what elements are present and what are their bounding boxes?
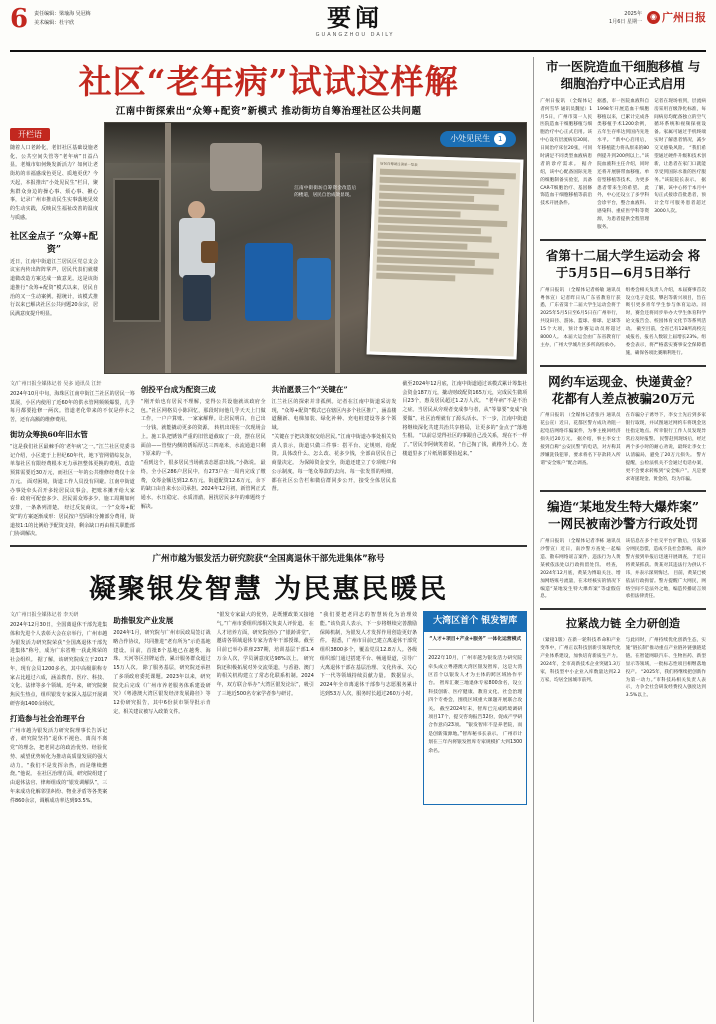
left-section [10, 57, 527, 1022]
right-article-3-columns [540, 412, 706, 483]
paper-name: 广州日报 [662, 11, 706, 24]
sidebox-text: 2022年10月，广州市越为银发活力研究院牵头成立粤港澳大湾区银发智库，这是大湾区首个以银发人才为主体的跨区域协作平台。 智库汇聚三地退休专家800余名，设立科技创新、医疗健康、教育文化、社会治理四个专委会，围绕区域重大课题开展联合攻关。 截至2024年末，智库已完成跨境调研项目17个，提交咨询报告32份，促成产学研合作意向23项。 “银发智库不是养老院，而是创新策源地。”智库秘书长表示。 广州市计划在三年内将银发智库专家规模扩大到1300余名。 [428, 656, 523, 754]
lead-col3-text: “关键在于把决策权交给居民。”江南中街道办事处相关负责人表示，街道只做三件事：搭平台、定规则、给配资。具体改什么、怎么改、花多少钱，全部由居民自己商量决定。 为保障资金安全，街道还建立了专项账户和公示制度。每一笔众筹款的去向、每一张发票的明细，都在社区公告栏和微信群同步公开，接受全体居民监督。 [271, 433, 397, 493]
package2-kicker: 广州市越为银发活力研究院获“全国离退休干部先进集体”称号 [152, 554, 385, 565]
photo-person-legs [183, 275, 211, 321]
package2-col4-text: “我们要把老同志的智慧转化为治理效能。”该负责人表示，下一步将继续完善激励保障机制，为银发人才发挥作用创造更好条件。 据悉，广州市目前已建立离退休干部党组织3800多个，覆盖党员12.8万人。各级组织部门通过搭建平台、畅通渠道，引导广大离退休干部在基层治理、文化传承、关心下一代等领域持续贡献力量。 数据显示，2024年全市离退休干部参与志愿服务累计达到53万人次，服务时长超过260万小时。 [319, 612, 418, 697]
right-section [533, 57, 706, 1022]
lead-headline: 社区“老年病”试试这样解 [78, 62, 459, 101]
series-badge-label: 小处见民生 [450, 134, 491, 144]
section-divider [10, 545, 527, 547]
right-article-2-col-2: 组委会相关负责人介绍，本届赛事首次设立电子竞技、攀岩等新兴项目，旨在吸引更多青年学生参与体育运动。同时，赛会还将同步举办大学生体育科学论文报告会、校园体育文化节等系列活动。 截至目前，全省已有128所高校完成报名，报名人数较上届增长23%。组委会表示，将严格落实赛事安全保障措施，确保各项比赛顺利进行。 [625, 287, 706, 356]
photo-blue-barrel-2 [297, 258, 331, 320]
date-day: 1月6日 星期一 [609, 18, 642, 25]
package2-col2-text: 2024年1月，研究院与广州市民政局签订战略合作协议，共同推进“老有所为”示范基地建设。目前，首批8个基地已在越秀、海珠、天河等区挂牌运营，累计服务群众超过15万人次。 除了服务基层，研究院还承担了多项政府委托课题。2023年以来，研究院先后完成《广州市养老服务体系建设研究》《粤港澳大湾区银发经济发展路径》等12份研究报告，其中6份获市领导批示肯定，相关建议被写入政策文件。 [113, 630, 211, 715]
right-divider-4 [540, 608, 706, 610]
inset-line [376, 273, 455, 282]
masthead [10, 3, 706, 52]
package2-sidebox [423, 611, 527, 805]
package2-col1-text: 2024年12月30日，全国离退休干部先进集体和先进个人表彰大会在京举行，广州市越为银发活力研究院荣获“全国离退休干部先进集体”称号，成为广东省唯一获此殊荣的社会组织。 据了解，该研究院成立于2017年，现有会员1200多名，其中高级职称专家占比超过六成，涵盖教育、医疗、科技、文化、法律等多个领域。近年来，研究院聚焦民生热点，组织银发专家深入基层开展调研咨询1400余场次。 [10, 622, 108, 707]
lead-byline: 文/广州日报全媒体记者 吴多 通讯员 江轩 [10, 380, 102, 387]
lead-col2-text: “看到这个，很多居民当场就表态愿意出钱。”小陈说。 最终，全小区286户居民中，有273户在一周内完成了缴费，众筹金额达到12.6万元。街道配资12.6万元，余下的缺口由自来水公司承担。2024年12月初，新管网正式通水，水压稳定、水质清澈，困扰居民多年的难题终于解决。 [140, 460, 266, 510]
right-article-3-col-1: 广州日报讯 （全媒体记者张丹 通讯员花公宣）近日，花都区警方成功劝阻一起电信网络诈骗案件，为事主挽回经济损失近20万元。 据介绍，事主李女士接到自称“公安民警”的电话，对方称其涉嫌洗钱犯罪，要求将名下存款转入所谓“安全账户”配合调查。 [540, 413, 621, 466]
kicker-subsection-title: 社区金点子 “众筹+配资” [10, 231, 98, 255]
inset-document-photo [367, 154, 524, 359]
sidebox-bullet-title: “人才+项目+产业+服务” 一体化运营模式 [429, 636, 522, 642]
right-article-1-headline: 市一医院造血干细胞移植 与细胞治疗中心正式启用 [545, 59, 701, 91]
right-article-4-columns [540, 538, 706, 601]
package2-byline: 文/广州日报全媒体记者 李天研 [10, 612, 79, 619]
lead-col3-lead-text: 江兰社区的探索并非孤例。记者在江南中街道采访发现，“众筹+配资”模式已在辖区内多个社区推广，涵盖楼道翻新、电梯加装、绿化补种、充电桩建设等多个领域。 [271, 398, 397, 432]
editor-line-1: 责任编辑：梁瑜海 吴冠梅 [34, 11, 91, 17]
sidebox-body [424, 632, 526, 760]
paper-logo [647, 9, 706, 27]
photo-doorway [113, 178, 161, 322]
photo-caption: 江南中街街坊自筹资金改造后的楼道，居民自治成效显现。 [294, 185, 357, 199]
right-article-4-col-2: 该信息在多个社交平台扩散后，引发部分网民恐慌，造成不良社会影响。 南沙警方接到举报后迅速开展调查，于近日将黄某抓获。黄某对其违法行为供认不讳，并表示深刻悔过。 目前，黄某已被依法行政拘留。警方提醒广大网民，网络空间不是法外之地，编造传播谣言须承担法律责任。 [625, 539, 706, 600]
package2-col2-heading: 助推银发产业发展 [113, 616, 174, 626]
right-article-5-col-2: 与此同时，广州持续优化创新生态，实施“链长制”推动重点产业链补链强链延链。在智能网联汽车、生物医药、新型显示等领域，一批标志性项目相继落地投产。 “2025年，我们将继续把创新作为第一动力。”市科技局相关负责人表示，力争全社会研发经费投入强度达到3.5%以上。 [625, 638, 706, 699]
inset-caption: 居民自筹项目清单一览表 [380, 161, 418, 167]
lead-col2-heading: 创投平台成为配资三成 [140, 384, 216, 394]
lead-subhead: 江南中街探索出“众筹+配资”新模式 推动街坊自筹治理社区公共问题 [115, 105, 422, 117]
lead-body-columns [10, 380, 527, 539]
package2-column-3 [217, 611, 314, 805]
right-article-3-headline: 网约车运现金、快递黄金？ 花都有人差点被骗20万元 [548, 373, 699, 406]
package2-column-1 [10, 611, 107, 805]
right-article-3-col-2: 在诈骗分子诱导下，李女士先后到多家银行取现，并试图通过网约车将现金送往指定地点。所幸银行工作人员发现异常后及时报警。 民警赶到现场后，经过两个多小时的耐心劝说，最终让李女士认清骗局，避免了20万元损失。 警方提醒，公检法机关不会通过电话办案，更不会要求转账到“安全账户”。凡是要求寄递现金、黄金的，均为诈骗。 [625, 413, 706, 482]
kicker-column [10, 122, 98, 374]
photo-person-bag [201, 241, 218, 263]
right-article-1-col-3: 记者在现场看到，层流病房采用百级净化标准，每间病房均配备独立的空气循环系统和视频探视设备。家属可通过手机终端实时了解患者情况，减少交叉感染风险。 “我们希望通过硬件升级和技术创新，让患者在家门口就能享受到国际水准的医疗服务。”该院院长表示。 据了解，该中心将于本月中旬正式接诊首批患者，预计全年可服务患者超过3000人次。 [654, 98, 706, 215]
package2-col3-text: “银发专家最大的优势，是既懂政策又接地气。”广州市委组织部相关负责人评价道。 在人才培养方面，研究院创办了“银龄讲堂”，邀请各领域退休专家为青年干部授课。截至目前已举办讲座237期，培训基层干部1.4万余人次，学员满意度达98%以上。 研究院还积极拓展对外交流渠道，与香港、澳门的相关机构建立了常态化联系机制。2024年，双方联合举办“大湾区银发论坛”，吸引了三地近500名专家学者参与研讨。 [216, 612, 314, 697]
right-article-5 [540, 617, 706, 700]
photo-person [175, 201, 221, 321]
lead-column-3 [272, 380, 397, 539]
editor-line-2: 美术编辑：杜宇欣 [34, 19, 75, 26]
logo-circle-icon: ◉ [647, 11, 660, 24]
package2-col1-text-2: 广州市越为银发活力研究院理事长告诉记者，研究院坚持“退休不褪色、离岗不离党”的理念，把老同志的政治优势、经验优势、威望优势转化为推动高质量发展的强大动力。“我们不是发挥余热，而是继续燃烧。”他说。 在社区治理方面，研究院组建了由退休法官、律师组成的“银发调解队”，三年来成功化解邻里纠纷、物业矛盾等各类案件860余宗，调解成功率达到93.5%。 [10, 727, 108, 804]
page-body [10, 57, 706, 1022]
series-badge [440, 131, 516, 147]
publication-date [609, 10, 642, 26]
package2-columns [10, 611, 527, 805]
right-article-4-headline: 编造“某地发生特大爆炸案” 一网民被南沙警方行政处罚 [547, 499, 700, 532]
right-article-1-columns [540, 98, 706, 232]
package2-col1-heading: 打造参与社会治理平台 [10, 713, 85, 723]
right-article-1 [540, 59, 706, 232]
lead-col3-heading: 共治愿景三个“关键在” [271, 384, 348, 394]
kicker-text: 随着人口老龄化，老旧社区基础设施老化、公共空间失管等“老年病”日益凸显。老城市如何焕发新活力？如何让老街坊的幸福感成色更足、质地更优？今天起，本报推出“小处见民生”栏目，聚焦群众身边的操心事、烦心事、揪心事，记录广州市推动民生实事落地见效的生动实践，反映民生福祉改善的温度与质感。 [10, 144, 98, 221]
lead-top-row [10, 122, 527, 374]
right-divider-3 [540, 490, 706, 492]
series-badge-number: 1 [494, 133, 506, 145]
right-article-4-col-1: 广州日报讯 （全媒体记者李栋 通讯员沙警宣）近日，南沙警方查处一起编造、散布网络谣言案件，违法行为人黄某被依法处以行政拘留处罚。 经查，2024年12月底，黄某为博取关注、增加网络账号流量，在未经核实的情况下编造“某地发生特大爆炸案”等虚假信息。 [540, 539, 621, 600]
package2-headline: 凝聚银发智慧 为民惠民暖民 [88, 574, 449, 606]
sidebox-divider [428, 649, 522, 650]
lead-col1-lead-text: 2024年10月中旬，海珠区江南中街江兰社区的居民一筹莫展，小区内使用了近60年的供水管网频频爆裂，几乎每月都要抢修一两次。管道老化带来的不仅是停水之苦，还有高额的维修费用。 [10, 390, 135, 424]
lead-col1-text: “这是我们社区最棘手的‘老年病’之一。”江兰社区党委书记介绍，小区建于上世纪60年代，地下管网错综复杂，单靠社区有限经费根本无力承担整体更换的费用。改造预算需要近30万元，而社区一年的公共维修经费仅十余万元。 面对困境，街道工作人员没有回避。江南中街道办事处牵头召开多轮居民议事会，把账本摊开给大家看：政府可配套多少、居民需众筹多少、施工周期如何安排，一条条列清楚。 经过反复商议，一个“众筹+配资”的方案逐渐成形：居民按户型面积分摊部分费用，街道按1:1的比例给予配资支持，剩余缺口再由相关职能部门协调解决。 [10, 443, 135, 538]
page-number: 6 [10, 4, 29, 34]
lead-column-1 [10, 380, 135, 539]
right-article-1-col-2: 据悉，市一医院血液科自1998年开展造血干细胞移植以来，已累计完成各类移植手术1200余例，五年生存率达到国内先进水平。 “新中心启用后，年移植能力将从原来的80例提升到200例以上。”该院血液科主任介绍，同时还将开展脐带血移植、单倍型移植等技术，为更多患者带来生的希望。 此外，中心还设立了多学科会诊平台，整合血液科、感染科、重症医学科等资源，为患者提供全程管理服务。 [597, 98, 650, 230]
lead-column-4 [402, 380, 527, 539]
lead-col2-lead-text: “刚开始也有居民不理解，觉得公共设施就该政府全包。”社区网格员小陈回忆，那段时间他几乎天天上门做工作，一户户算账、一家家解释。让居民明白，自己出一分钱，就能撬动更多的资源。 转机出现在一次现场会上。施工队把锈蚀严重的旧管道截取了一段，摆在居民面前——管壁内侧的锈垢厚达三四毫米，水流通道只剩下原来的一半。 [140, 398, 266, 458]
photo-water-tank [210, 143, 262, 191]
masthead-right [556, 6, 706, 27]
right-article-4 [540, 499, 706, 601]
section-title: 要闻 [327, 3, 384, 32]
sidebox-title: 大湾区首个 银发智库 [424, 612, 526, 632]
package2-column-2 [113, 611, 210, 805]
right-article-5-columns [540, 637, 706, 700]
right-article-2 [540, 248, 706, 358]
kicker-text-2: 近日，江南中街道江兰居民区党总支会议室内传出阵阵掌声，居民代表们就楼道微改造方案达成一致意见。这是该街道推行“众筹+配资”模式以来，居民自治的又一生动案例。据统计，该模式推行以来已解决社区公共问题20余宗，居民满意度提升明显。 [10, 258, 98, 318]
right-article-2-headline: 省第十二届大学生运动会 将于5月5日—6月5日举行 [545, 247, 701, 280]
right-divider-2 [540, 365, 706, 367]
right-article-5-col-1: （紧接1版）在新一轮科技革命和产业变革中，广州正以科技创新引领现代化产业体系建设，加快培育新质生产力。 2024年，全市高新技术企业突破1.3万家，科技型中小企业入库数量达到2.2万家，均居全国城市前列。 [540, 638, 621, 683]
lead-col4-text: 截至2024年12月底，江南中街道通过该模式累计筹集社会资金187万元，撬动财政配资165万元，完成民生微项目23个，惠及居民超过1.2万人次。 “老年病”不是不治之症。当居民从旁观者变成参与者，从“等靠要”变成“我要做”，社区治理就有了源头活水。下一步，江南中街道将继续深化共建共治共享格局，让更多的“金点子”落地生根。 “以前总觉得社区的事跟自己没关系，现在不一样了。”居民李阿姨笑着说，“自己掏了钱，就格外上心，连楼道里多了片纸屑都要捡起来。” [402, 380, 528, 457]
section-pinyin: GUANGZHOU DAILY [315, 32, 395, 38]
photo-pipe-vertical [165, 123, 171, 373]
kicker-tag: 开栏语 [10, 128, 50, 141]
right-article-1-col-1: 广州日报讯 （全媒体记者何雪华 通讯员魏星）1月5日，广州市第一人民医院造血干细胞移植与细胞治疗中心正式启用。该中心设有层流病房30间、日间治疗床位20张，可同时满足不同类型血液病患者的诊疗需求。 据介绍，该中心配备国际先进的细胞制备实验室，具备CAR-T细胞治疗、基因修饰造血干细胞移植等前沿技术开展条件。 [540, 98, 593, 207]
section-title-block [154, 3, 556, 38]
lead-photo [104, 122, 527, 374]
lead-col1-heading: 街坊众筹换60年旧水管 [10, 429, 88, 439]
editor-credits [34, 6, 154, 27]
lead-column-2 [141, 380, 266, 539]
date-year: 2025年 [624, 10, 642, 17]
right-article-5-headline: 拉紧战力链 全力研创造 [566, 617, 681, 631]
photo-blue-barrel [245, 243, 293, 321]
right-divider-1 [540, 239, 706, 241]
right-article-3 [540, 374, 706, 484]
right-article-2-col-1: 广州日报讯 （全媒体记者杨敏 通讯员粤体宣）记者昨日从广东省教育厅获悉，广东省第十二届大学生运动会将于2025年5月5日至6月5日在广州举行，共设田径、游泳、篮球、排球、足球等15个大项，预计参赛运动员将超过8000人。 本届大运会由广东省教育厅主办，广州大学城片区多所高校承办。 [540, 287, 621, 348]
package2-column-4 [320, 611, 417, 805]
right-article-2-columns [540, 287, 706, 358]
photo-person-head [188, 201, 205, 219]
